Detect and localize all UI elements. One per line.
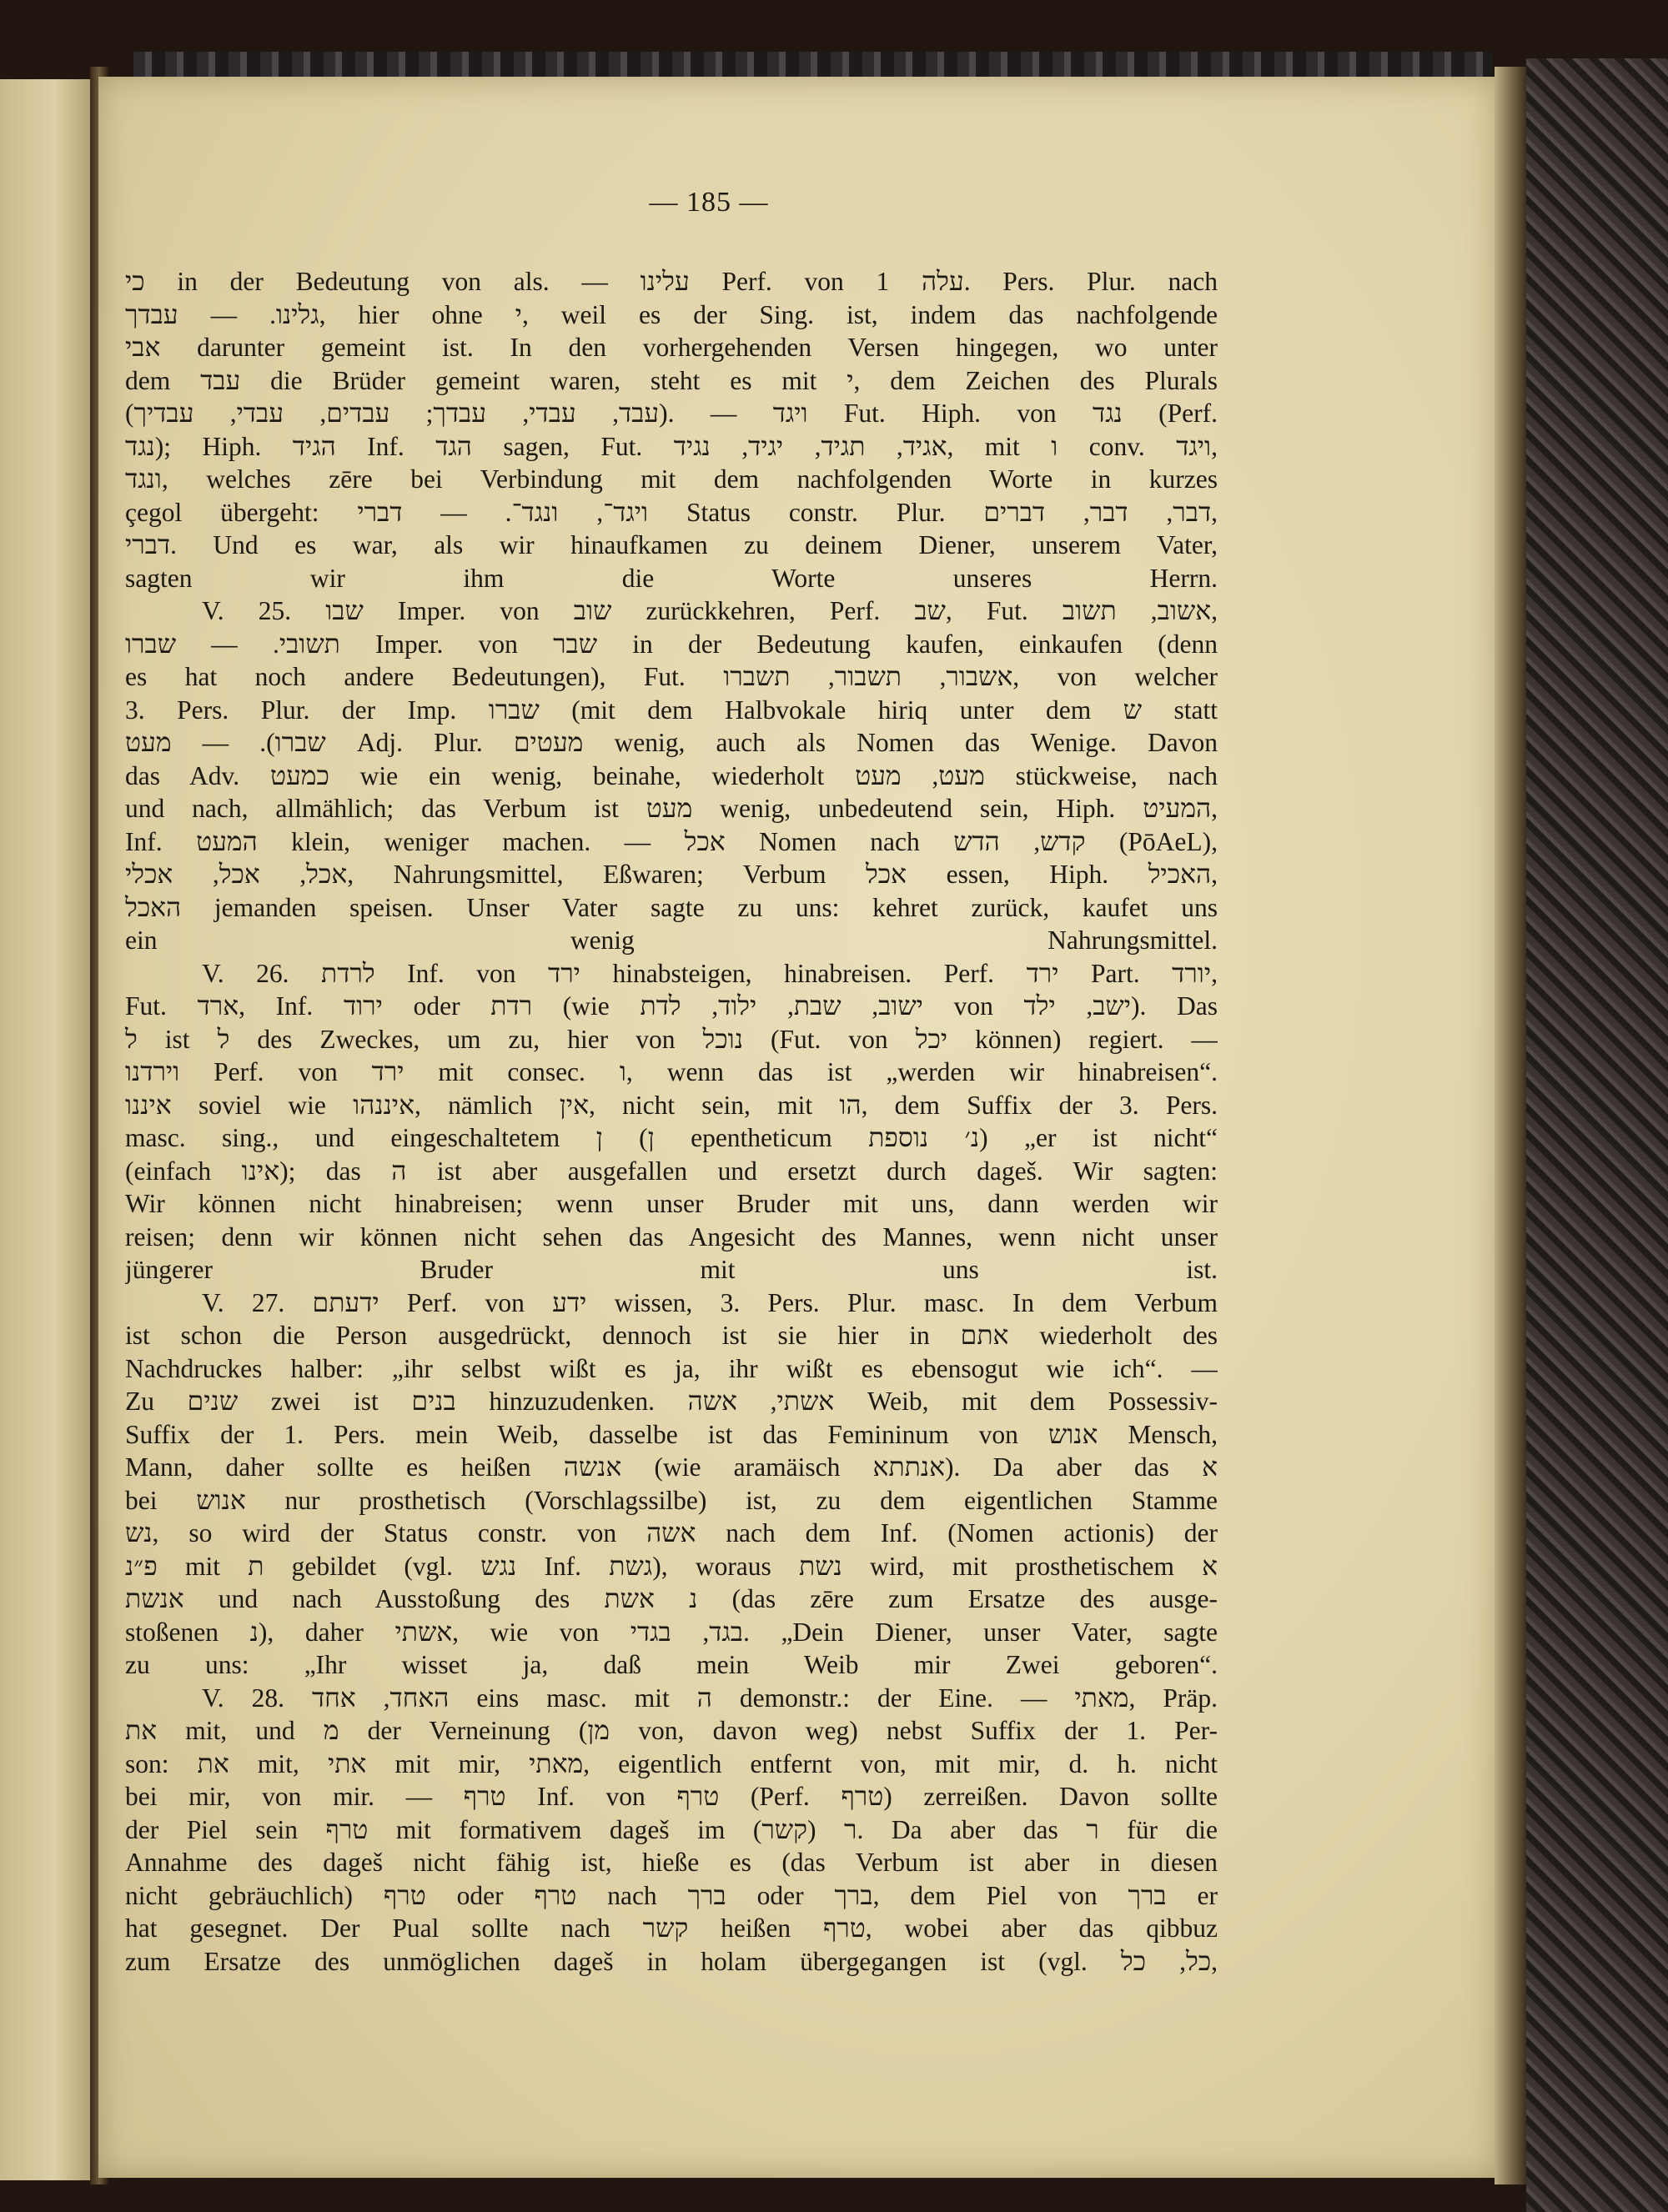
text-line: das Adv. כמעט wie ein wenig, beinahe, wiederholt מעט, מעט stückweise, nach	[125, 760, 1218, 790]
text-line: 3. Pers. Plur. der Imp. שברו (mit dem Halbvokale hiriq unter dem ש statt	[125, 695, 1218, 725]
text-line: nicht gebräuchlich) טרף oder טרף nach ברך oder ברך, dem Piel von ברך er	[125, 1880, 1218, 1910]
text-line: ל ist ל des Zweckes, um zu, hier von נוכל (Fut. von יכל können) regiert. —	[125, 1024, 1218, 1054]
text-line: אנשת und nach Ausstoßung des נ אשת (das zēre zum Ersatze des ausge-	[125, 1584, 1218, 1613]
text-line: גלינו. — עבדך, hier ohne י, weil es der Sing. ist, indem das nachfolgende	[125, 299, 1218, 329]
text-line: Zu שנים zwei ist בנים hinzuzudenken. אשתי, אשה Weib, mit dem Possessiv-	[125, 1387, 1218, 1416]
text-line: jüngerer Bruder mit uns ist.	[125, 1255, 1218, 1284]
text-line: Suffix der 1. Pers. mein Weib, dasselbe ist das Femininum von אנוש Mensch,	[125, 1419, 1218, 1449]
text-line: ein wenig Nahrungsmittel.	[125, 925, 1218, 955]
text-line: כי in der Bedeutung von als. — עלינו Perf. von עלה 1. Pers. Plur. nach	[125, 267, 1218, 296]
text-line: V. 28. האחד, אחד eins masc. mit ה demonstr.: der Eine. — מאתי, Präp.	[202, 1683, 1218, 1713]
text-line: Wir können nicht hinabreisen; wenn unser Bruder mit uns, dann werden wir	[125, 1189, 1218, 1218]
text-line: וירדנו Perf. von ירד mit consec. ו, wenn das ist „werden wir hinabreisen“.	[125, 1057, 1218, 1086]
text-line: V. 26. לרדת Inf. von ירד hinabsteigen, hinabreisen. Perf. ירד Part. יורד,	[202, 958, 1218, 988]
text-line: dem עבד die Brüder gemeint waren, steht es mit י, dem Zeichen des Plurals	[125, 365, 1218, 395]
text-line: אבי darunter gemeint ist. In den vorhergehenden Versen hingegen, wo unter	[125, 333, 1218, 362]
text-line: פ״נ mit ת gebildet (vgl. נגש Inf. גשת), woraus נשת wird, mit prosthetischem א	[125, 1551, 1218, 1581]
right-page-edge	[1495, 67, 1526, 2184]
text-line: ist schon die Person ausgedrückt, dennoch ist sie hier in אתם wiederholt des	[125, 1321, 1218, 1350]
text-line: נגד); Hiph. הגיד Inf. הגד sagen, Fut. אגיד, תגיד, יגיד, נגיד, mit ו conv. ויגד,	[125, 431, 1218, 461]
page-number: — 185 —	[649, 187, 769, 218]
text-line: Fut. ארד, Inf. ירוד oder רדת (wie ישוב, שבת, ילוד, לדת von ישב, ילד). Das	[125, 991, 1218, 1021]
text-line: und nach, allmählich; das Verbum ist מעט wenig, unbedeutend sein, Hiph. המעיט,	[125, 794, 1218, 823]
text-line: zum Ersatze des unmöglichen dageš in holam übergegangen ist (vgl. כל, כל,	[125, 1946, 1218, 1976]
text-line: נש, so wird der Status constr. von אשה nach dem Inf. (Nomen actionis) der	[125, 1518, 1218, 1547]
text-line: son: את mit, אתי mit mir, מאתי, eigentlich entfernt von, mit mir, d. h. nicht	[125, 1748, 1218, 1778]
text-line: (einfach אינו); das ה ist aber ausgefallen und ersetzt durch dageš. Wir sagten:	[125, 1156, 1218, 1186]
text-line: çegol übergeht: ויגד־, ונגד־. — דברי Status constr. Plur. דבר, דבר, דברים,	[125, 497, 1218, 527]
text-line: sagten wir ihm die Worte unseres Herrn.	[125, 563, 1218, 593]
text-line: reisen; denn wir können nicht sehen das Angesicht des Mannes, wenn nicht unser	[125, 1221, 1218, 1251]
text-line: תשובי. — שברו Imper. von שבר in der Bedeutung kaufen, einkaufen (denn	[125, 629, 1218, 659]
text-line: ונגד, welches zēre bei Verbindung mit dem nachfolgenden Worte in kurzes	[125, 464, 1218, 494]
text-line: דברי. Und es war, als wir hinaufkamen zu deinem Diener, unserem Vater,	[125, 530, 1218, 559]
text-line: V. 25. שבו Imper. von שוב zurückkehren, Perf. שב, Fut. אשוב, תשוב,	[202, 596, 1218, 625]
text-line: האכל jemanden speisen. Unser Vater sagte zu uns: kehret zurück, kaufet uns	[125, 892, 1218, 922]
text-line: (עבד, עבדי, עבדך; עבדים, עבדי, עבדיך). — ויגד Fut. Hiph. von נגד (Perf.	[125, 399, 1218, 428]
text-line: masc. sing., und eingeschaltetem ן (ן epentheticum נ׳ נוספת) „er ist nicht“	[125, 1123, 1218, 1152]
text-line: Inf. המעט klein, weniger machen. — אכל Nomen nach קדש, הדש (PōAeL),	[125, 826, 1218, 856]
text-line: der Piel sein טרף mit formativem dageš im ר (קשר). Da aber das ר für die	[125, 1814, 1218, 1844]
left-page-edge	[0, 79, 90, 2180]
text-line: את mit, und מ der Verneinung (מן von, davon weg) nebst Suffix der 1. Per-	[125, 1716, 1218, 1745]
text-line: איננו soviel wie איננהו, nämlich אין, nicht sein, mit הו, dem Suffix der 3. Pers.	[125, 1090, 1218, 1120]
text-line: V. 27. ידעתם Perf. von ידע wissen, 3. Pers. Plur. masc. In dem Verbum	[202, 1287, 1218, 1317]
text-line: zu uns: „Ihr wisset ja, daß mein Weib mir Zwei geboren“.	[125, 1650, 1218, 1679]
body-text	[125, 265, 1218, 1978]
text-line: es hat noch andere Bedeutungen), Fut. אשבור, תשבור, תשברו, von welcher	[125, 662, 1218, 691]
text-line: stoßenen נ), daher אשתי, wie von בגד, בגדי. „Dein Diener, unser Vater, sagte	[125, 1617, 1218, 1647]
text-line: hat gesegnet. Der Pual sollte nach קשר heißen טרף, wobei aber das qibbuz	[125, 1914, 1218, 1943]
text-line: Nachdruckes halber: „ihr selbst wißt es ja, ihr wißt es ebensogut wie ich“. —	[125, 1353, 1218, 1383]
text-line: bei אנוש nur prosthetisch (Vorschlagssilbe) ist, zu dem eigentlichen Stamme	[125, 1485, 1218, 1515]
book-cover-edge	[1526, 58, 1668, 2212]
text-line: Mann, daher sollte es heißen אנשה (wie aramäisch אנתתא). Da aber das א	[125, 1452, 1218, 1482]
text-line: bei mir, von mir. — טרף Inf. von טרף (Perf. טרף) zerreißen. Davon sollte	[125, 1782, 1218, 1811]
text-line: Annahme des dageš nicht fähig ist, hieße es (das Verbum ist aber in diesen	[125, 1848, 1218, 1877]
text-line: אכל, אכל, אכלי, Nahrungsmittel, Eßwaren; Verbum אכל essen, Hiph. האכיל,	[125, 860, 1218, 889]
text-line: שברו). — מעט Adj. Plur. מעטים wenig, auch als Nomen das Wenige. Davon	[125, 728, 1218, 757]
